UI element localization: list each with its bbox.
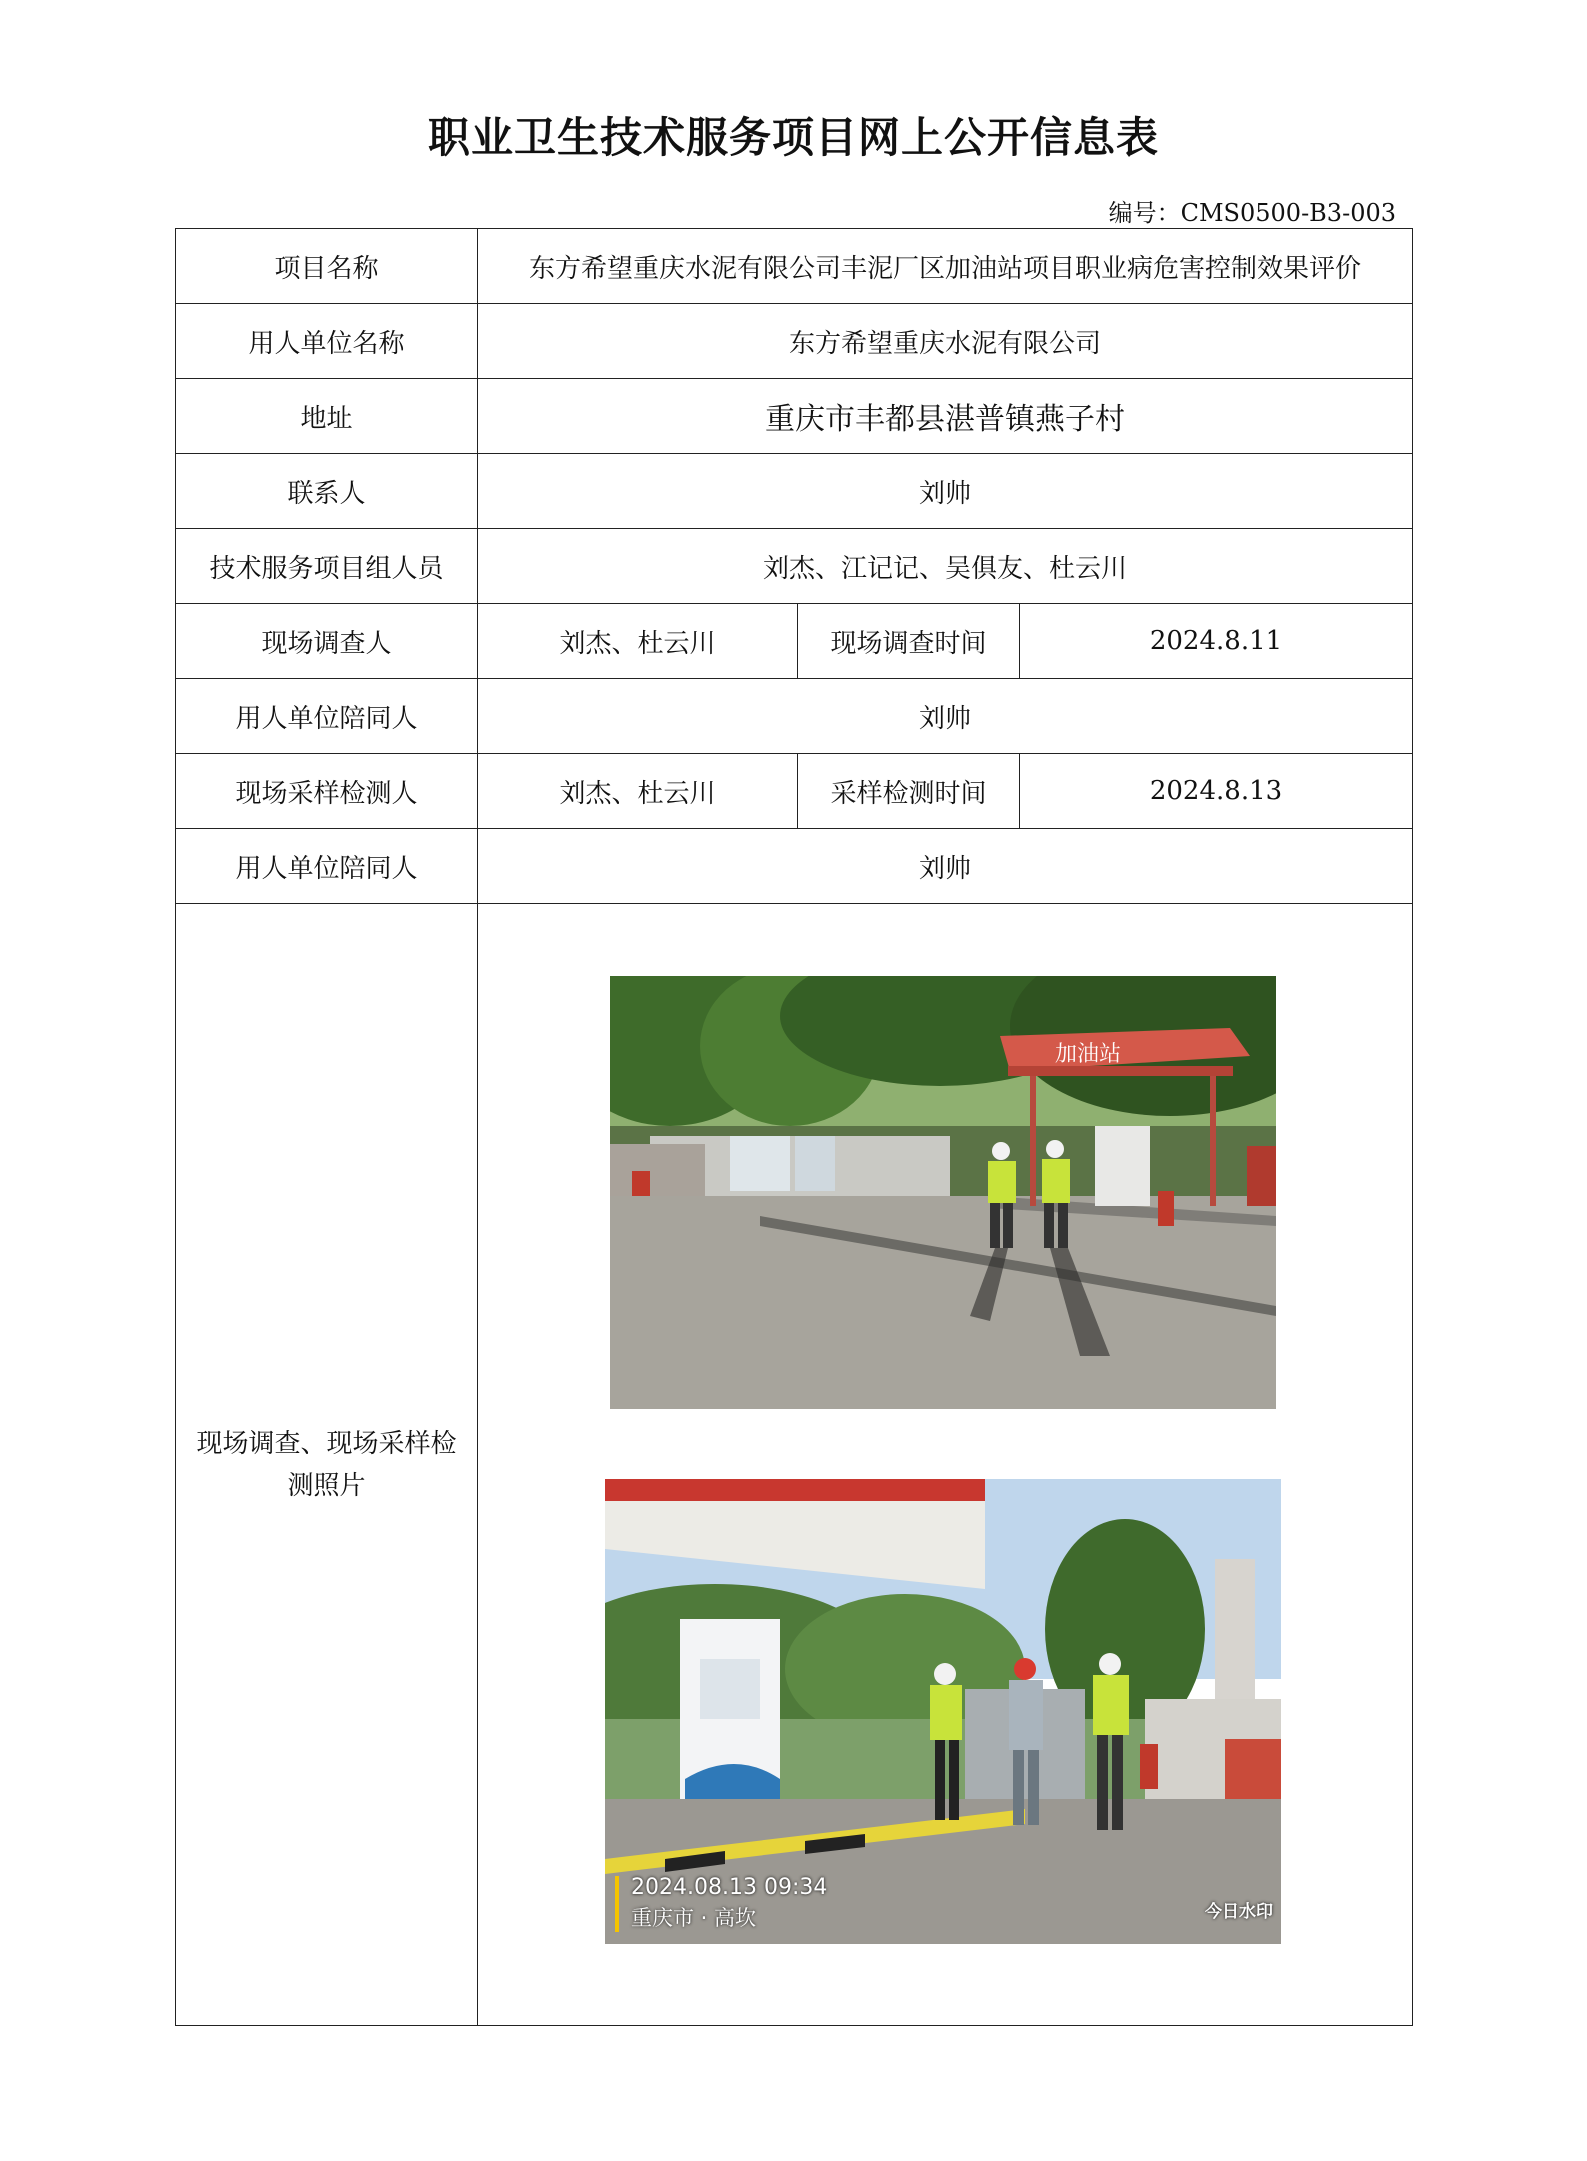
site-survey-photo <box>610 976 1276 1409</box>
investigators-value: 刘杰、杜云川 <box>478 604 798 679</box>
table-row <box>176 904 1413 2026</box>
table-row <box>176 229 1413 304</box>
row-label: 现场调查人 <box>176 604 478 679</box>
contact-value: 刘帅 <box>478 454 1413 529</box>
table-row <box>176 454 1413 529</box>
samplers-value: 刘杰、杜云川 <box>478 754 798 829</box>
project-name-value: 东方希望重庆水泥有限公司丰泥厂区加油站项目职业病危害控制效果评价 <box>478 229 1413 304</box>
table-row <box>176 529 1413 604</box>
row-label: 用人单位陪同人 <box>176 829 478 904</box>
investigation-date-value: 2024.8.11 <box>1020 604 1413 679</box>
photos-label: 现场调查、现场采样检测照片 <box>196 1428 457 1501</box>
employer-name-value: 东方希望重庆水泥有限公司 <box>478 304 1413 379</box>
row-label: 联系人 <box>176 454 478 529</box>
row-label: 地址 <box>176 379 478 454</box>
row-label: 采样检测时间 <box>798 754 1020 829</box>
table-row <box>176 679 1413 754</box>
watermark-bar <box>615 1876 619 1932</box>
address-value: 重庆市丰都县湛普镇燕子村 <box>478 379 1413 454</box>
watermark-time: 2024.08.13 09:34 <box>631 1875 828 1900</box>
sampling-photo <box>605 1479 1281 1944</box>
row-label: 技术服务项目组人员 <box>176 529 478 604</box>
escort-value-2: 刘帅 <box>478 829 1413 904</box>
team-members-value: 刘杰、江记记、吴俱友、杜云川 <box>478 529 1413 604</box>
page-title: 职业卫生技术服务项目网上公开信息表 <box>427 113 1159 162</box>
row-label: 用人单位名称 <box>176 304 478 379</box>
table-row <box>176 304 1413 379</box>
row-label: 现场调查时间 <box>798 604 1020 679</box>
escort-value: 刘帅 <box>478 679 1413 754</box>
table-row <box>176 604 1413 679</box>
table-row <box>176 829 1413 904</box>
photos-label-cell <box>176 904 478 2026</box>
watermark-place: 重庆市 · 高坎 <box>631 1906 757 1930</box>
table-row <box>176 754 1413 829</box>
photos-cell <box>478 904 1413 2026</box>
gas-station-sign: 加油站 <box>1055 1042 1122 1067</box>
table-row <box>176 379 1413 454</box>
row-label: 用人单位陪同人 <box>176 679 478 754</box>
sampling-date-value: 2024.8.13 <box>1020 754 1413 829</box>
info-table <box>175 228 1413 2026</box>
row-label: 项目名称 <box>176 229 478 304</box>
row-label: 现场采样检测人 <box>176 754 478 829</box>
document-number: 编号：CMS0500-B3-003 <box>1108 199 1396 227</box>
watermark-brand: 今日水印 <box>1205 1902 1273 1922</box>
